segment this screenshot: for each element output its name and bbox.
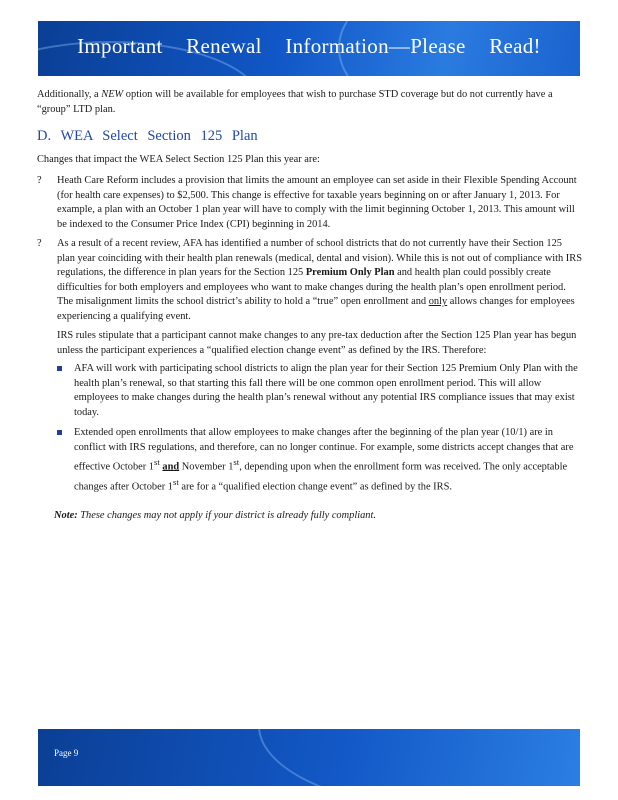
and-emphasis: and [162, 461, 180, 473]
lead-paragraph: Changes that impact the WEA Select Section 125 Plan this year are: [37, 153, 320, 165]
ordinal-suffix: st [172, 476, 179, 487]
sub-list-item [37, 362, 582, 420]
sub-list-item [37, 426, 582, 495]
intro-text-cont: option will be available for employees that wish to purchase STD coverage but do not currently have a “group” LTD plan. [37, 89, 553, 115]
banner-title: Important Renewal Information—Please Read! [77, 34, 541, 58]
bullet-icon: ? [37, 175, 42, 186]
only-underlined: only [428, 296, 448, 307]
ordinal-suffix: st [154, 457, 160, 467]
list-item [37, 174, 582, 232]
sub-list-item-text-cont: November 1 [179, 461, 234, 473]
section-heading: D. WEA Select Section 125 Plan [37, 128, 258, 144]
list-item-text-cont: and health plan could possibly create difficulties for both employers and employees who want to make changes during the health plan’s open enrollment period. The misalignment limits the school district’s ability to hold a “true” open enrollment and [57, 267, 566, 307]
note-label: Note: [54, 509, 78, 521]
intro-text: Additionally, a [37, 89, 102, 100]
sub-list-item-text: AFA will work with participating school districts to align the plan year for their Section 125 Premium Only Plan with the health plan’s renewal, so that starting this fall there will be one common open enrollment period. This will allow employees to make changes during the health plan’s renewal without any potential IRS compliance issues that may exist today. [74, 363, 578, 418]
irs-paragraph: IRS rules stipulate that a participant cannot make changes to any pre-tax deduction after the Section 125 Plan year has begun unless the participant experiences a “qualified election change event” as defined by the IRS. Therefore: [57, 330, 577, 356]
sub-list-item-text: Extended open enrollments that allow employees to make changes after the beginning of the plan year (10/1) are in conflict with IRS regulations, and therefore, can no longer continue. For example, some districts accept changes that are effective October 1 [74, 427, 574, 473]
note-text: These changes may not apply if your district is already fully compliant. [77, 509, 376, 521]
sub-list-item-text-end: are for a “qualified election change event” as defined by the IRS. [178, 481, 452, 493]
square-bullet-icon [57, 366, 62, 371]
list-item-text: As a result of a recent review, AFA has identified a number of school districts that do not currently have their Section 125 plan year coinciding with their health plan renewals (medical, dental and vision). While this is not out of compliance with IRS regulations, the difference in plan years for the Section 125 [57, 238, 582, 278]
footer-swoosh-decoration [258, 729, 580, 786]
square-bullet-icon [57, 430, 62, 435]
sub-list-item-text-cont2: , depending upon when the enrollment form was received. The only acceptable changes after October 1 [74, 461, 568, 493]
list-item-text-end: allows changes for employees experiencing a qualifying event. [57, 296, 575, 322]
page-number: Page 9 [54, 748, 79, 758]
intro-paragraph [37, 88, 582, 117]
list-item [37, 237, 582, 324]
intro-new-emphasis: NEW [101, 89, 124, 100]
premium-only-plan-bold: Premium Only Plan [305, 267, 395, 278]
footer-banner [38, 729, 580, 786]
ordinal-suffix: st [233, 457, 240, 467]
document-body [37, 88, 582, 523]
note-paragraph [37, 509, 582, 524]
header-banner [38, 21, 580, 76]
list-item-text: Heath Care Reform includes a provision that limits the amount an employee can set aside in their Flexible Spending Account (for health care expenses) to $2,500. This change is effective for taxable years beginning on or after January 1, 2013. For example, a plan with an October 1 plan year will have to comply with the limit beginning October 1, 2013. This amount will be indexed to the Consumer Price Index (CPI) beginning in 2014. [57, 175, 577, 230]
bullet-icon: ? [37, 238, 42, 249]
